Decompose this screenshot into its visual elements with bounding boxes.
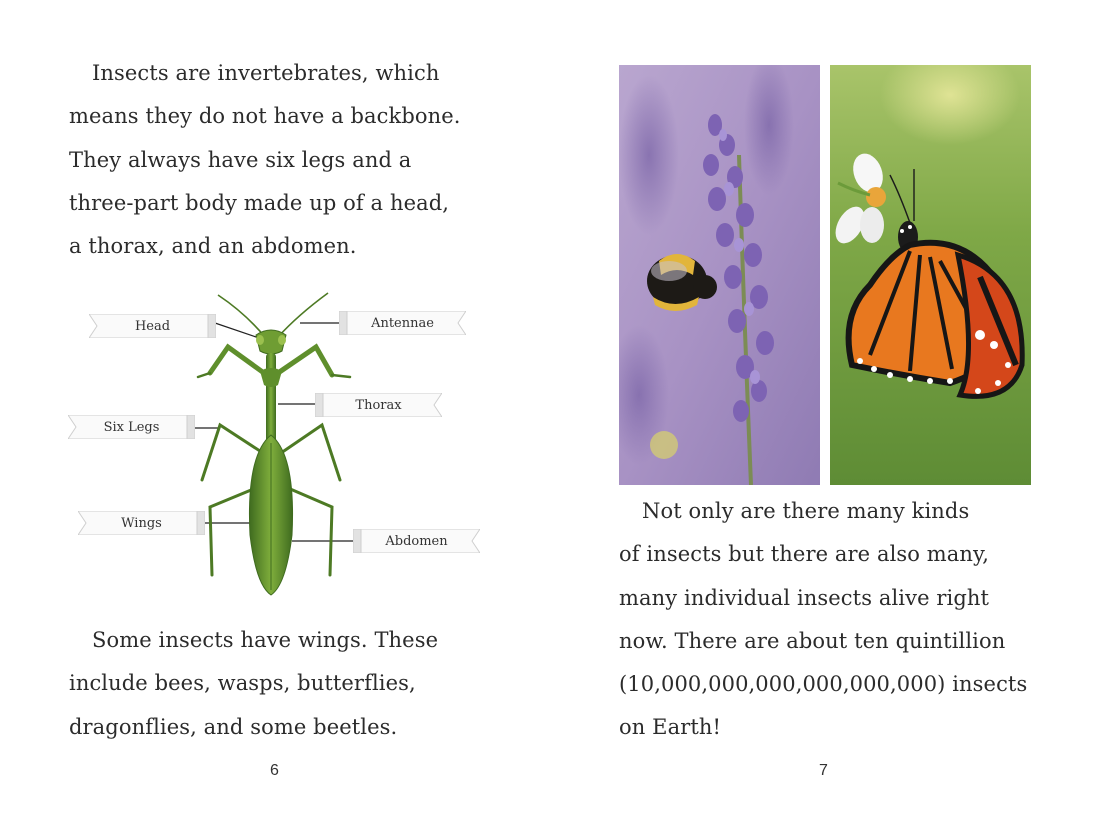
text-line: means they do not have a backbone. — [69, 104, 461, 129]
label-abdomen: Abdomen — [353, 529, 480, 553]
butterfly-on-flower-icon — [830, 65, 1031, 485]
text-line: Not only are there many kinds — [642, 499, 970, 523]
text-line: on Earth! — [619, 715, 722, 740]
label-six-legs: Six Legs — [68, 415, 195, 439]
insect-body-diagram — [60, 285, 490, 605]
text-line: of insects but there are also many, — [619, 542, 990, 567]
text-line: Some insects have wings. These — [92, 628, 439, 652]
text-line: now. There are about ten quintillion — [619, 628, 1006, 653]
text-line: three-part body made up of a head, — [69, 190, 450, 215]
page-number-right: 7 — [819, 762, 828, 779]
text-line: dragonflies, and some beetles. — [69, 714, 398, 739]
wings-paragraph — [69, 619, 438, 749]
text-line: They always have six legs and a — [69, 147, 412, 172]
population-paragraph — [619, 490, 1027, 750]
label-thorax: Thorax — [315, 393, 442, 417]
bee-photo — [619, 65, 820, 485]
label-wings: Wings — [78, 511, 205, 535]
text-line: (10,000,000,000,000,000,000) insects — [619, 672, 1028, 697]
intro-paragraph — [69, 52, 461, 268]
page-number-left: 6 — [270, 762, 279, 779]
text-line: include bees, wasps, butterflies, — [69, 671, 416, 696]
label-antennae: Antennae — [339, 311, 466, 335]
butterfly-photo — [830, 65, 1031, 485]
text-line: a thorax, and an abdomen. — [69, 234, 357, 259]
label-head: Head — [89, 314, 216, 338]
text-line: Insects are invertebrates, which — [92, 61, 440, 85]
text-line: many individual insects alive right — [619, 585, 990, 610]
bumblebee-on-lavender-icon — [619, 65, 820, 485]
